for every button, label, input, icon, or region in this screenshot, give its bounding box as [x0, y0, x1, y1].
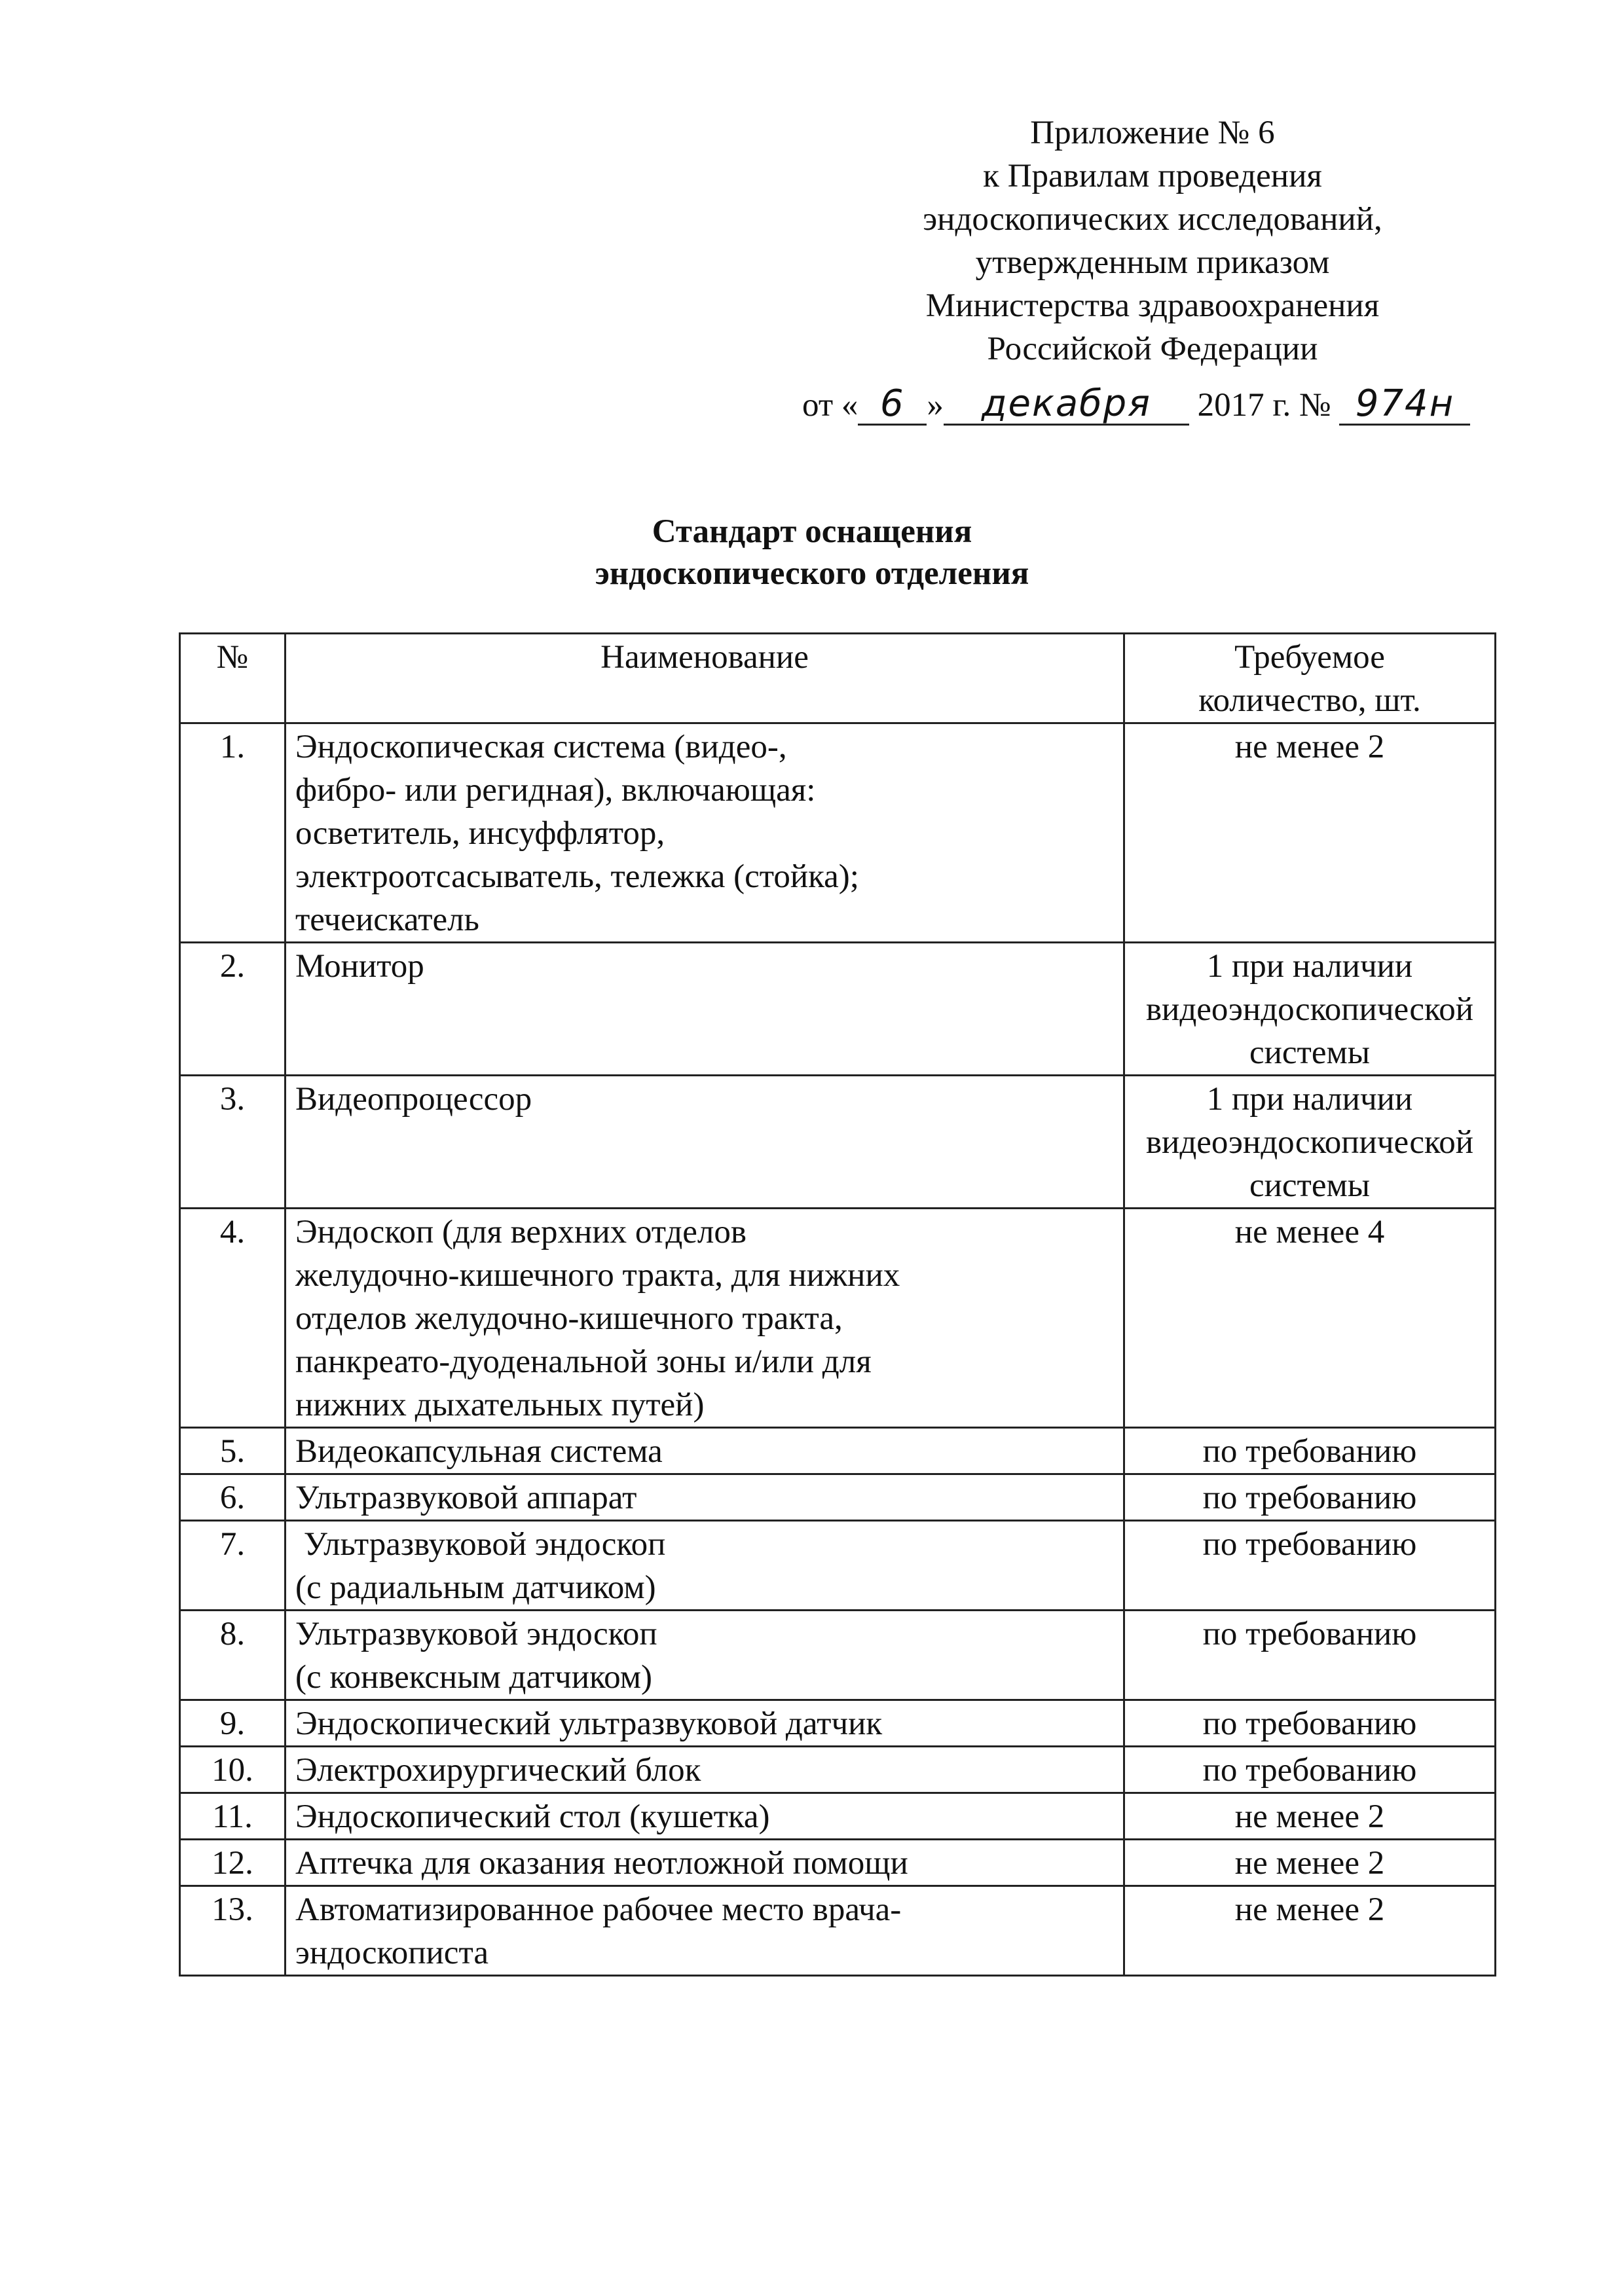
row-number: 2. [180, 943, 286, 1076]
table-row [180, 1428, 1496, 1474]
header-qty-line-1: Требуемое [1234, 639, 1385, 676]
date-mid: » [927, 387, 944, 424]
table-body [180, 723, 1496, 1976]
item-quantity [1124, 1700, 1496, 1747]
item-name-line: Ультразвуковой аппарат [295, 1480, 637, 1516]
document-title [0, 511, 1624, 594]
item-name-line: Монитор [295, 948, 424, 985]
item-quantity-line: по требованию [1202, 1752, 1417, 1789]
item-quantity [1124, 1076, 1496, 1209]
row-number: 11. [180, 1793, 286, 1840]
item-name-line: Автоматизированное рабочее место врача- [295, 1891, 902, 1928]
item-quantity-line: по требованию [1202, 1705, 1417, 1742]
item-name [286, 1747, 1124, 1793]
item-quantity [1124, 1747, 1496, 1793]
item-name-line: Видеокапсульная система [295, 1433, 663, 1470]
item-name-line: Ультразвуковой эндоскоп [295, 1616, 657, 1652]
table-row [180, 1886, 1496, 1976]
table-row [180, 1840, 1496, 1886]
item-quantity-line: не менее 2 [1234, 1798, 1385, 1835]
header-line: эндоскопических исследований, [923, 201, 1382, 238]
item-name-line: (с радиальным датчиком) [295, 1569, 656, 1606]
row-number: 4. [180, 1209, 286, 1428]
handwritten-order-number: 974н [1355, 382, 1455, 425]
month-field [944, 382, 1189, 426]
item-quantity-line: по требованию [1202, 1526, 1417, 1563]
table-row [180, 1521, 1496, 1611]
item-quantity-line: не менее 2 [1234, 729, 1385, 765]
row-number: 7. [180, 1521, 286, 1611]
item-quantity [1124, 1428, 1496, 1474]
item-name [286, 1209, 1124, 1428]
item-quantity-line: по требованию [1202, 1480, 1417, 1516]
header-line: Российской Федерации [987, 331, 1318, 367]
table-row [180, 1209, 1496, 1428]
item-quantity-line: 1 при наличии [1206, 1081, 1413, 1118]
title-line-1: Стандарт оснащения [652, 513, 972, 550]
table-row [180, 1700, 1496, 1747]
title-line-2: эндоскопического отделения [595, 555, 1029, 592]
row-number: 8. [180, 1611, 286, 1700]
item-quantity-line: не менее 2 [1234, 1845, 1385, 1882]
item-name [286, 943, 1124, 1076]
item-name [286, 1076, 1124, 1209]
item-name [286, 1611, 1124, 1700]
header-qty [1124, 634, 1496, 723]
year-text: 2017 г. № [1197, 387, 1331, 424]
header-name: Наименование [286, 634, 1124, 723]
handwritten-month: декабря [981, 382, 1151, 425]
order-date-line [714, 371, 1591, 429]
item-name-line: Эндоскопическая система (видео-, [295, 729, 787, 765]
item-name [286, 1474, 1124, 1521]
item-quantity [1124, 1474, 1496, 1521]
table-row [180, 1611, 1496, 1700]
item-quantity-line: не менее 4 [1234, 1214, 1385, 1250]
item-quantity-line: по требованию [1202, 1616, 1417, 1652]
item-name-line: фибро- или регидная), включающая: [295, 772, 816, 809]
row-number: 12. [180, 1840, 286, 1886]
item-name-line: Электрохирургический блок [295, 1752, 701, 1789]
item-name [286, 1700, 1124, 1747]
item-name-line: желудочно-кишечного тракта, для нижних [295, 1257, 900, 1294]
item-name-line: Эндоскопический стол (кушетка) [295, 1798, 770, 1835]
appendix-header [714, 111, 1591, 429]
item-quantity-line: не менее 2 [1234, 1891, 1385, 1928]
item-quantity [1124, 1611, 1496, 1700]
item-name [286, 1793, 1124, 1840]
item-name [286, 723, 1124, 943]
item-quantity-line: системы [1249, 1167, 1371, 1204]
item-name-line: панкреато-дуоденальной зоны и/или для [295, 1343, 872, 1380]
table-row [180, 943, 1496, 1076]
table-row [180, 1747, 1496, 1793]
item-name [286, 1840, 1124, 1886]
row-number: 3. [180, 1076, 286, 1209]
item-name-line: Видеопроцессор [295, 1081, 532, 1118]
item-name-line: Эндоскопический ультразвуковой датчик [295, 1705, 883, 1742]
header-line: к Правилам проведения [983, 158, 1322, 194]
item-name-line: (с конвексным датчиком) [295, 1659, 652, 1696]
item-name-line: эндоскописта [295, 1935, 489, 1971]
item-quantity [1124, 1840, 1496, 1886]
item-quantity [1124, 1886, 1496, 1976]
date-prefix: от « [802, 387, 858, 424]
item-quantity [1124, 723, 1496, 943]
item-quantity [1124, 1521, 1496, 1611]
table-row [180, 723, 1496, 943]
day-field [858, 382, 927, 426]
table-row [180, 1474, 1496, 1521]
table-header-row [180, 634, 1496, 723]
header-line: Приложение № 6 [1030, 115, 1275, 151]
row-number: 13. [180, 1886, 286, 1976]
item-name-line: Аптечка для оказания неотложной помощи [295, 1845, 908, 1882]
item-name-line: нижних дыхательных путей) [295, 1387, 705, 1423]
header-line: Министерства здравоохранения [925, 287, 1380, 324]
item-name-line: электроотсасыватель, тележка (стойка); [295, 858, 859, 895]
row-number: 10. [180, 1747, 286, 1793]
header-qty-line-2: количество, шт. [1198, 682, 1421, 719]
row-number: 5. [180, 1428, 286, 1474]
item-quantity-line: 1 при наличии [1206, 948, 1413, 985]
header-num: № [180, 634, 286, 723]
item-name-line: отделов желудочно-кишечного тракта, [295, 1300, 843, 1337]
item-name [286, 1886, 1124, 1976]
item-name [286, 1521, 1124, 1611]
row-number: 1. [180, 723, 286, 943]
item-quantity [1124, 943, 1496, 1076]
handwritten-day: 6 [880, 382, 905, 425]
item-name-line: осветитель, инсуффлятор, [295, 815, 665, 852]
item-quantity-line: по требованию [1202, 1433, 1417, 1470]
item-name-line: Ультразвуковой эндоскоп [295, 1526, 666, 1563]
item-quantity [1124, 1793, 1496, 1840]
item-quantity-line: системы [1249, 1034, 1371, 1071]
table-row [180, 1076, 1496, 1209]
order-number-field [1339, 382, 1470, 426]
row-number: 9. [180, 1700, 286, 1747]
table-row [180, 1793, 1496, 1840]
row-number: 6. [180, 1474, 286, 1521]
header-line: утвержденным приказом [975, 244, 1330, 281]
item-quantity [1124, 1209, 1496, 1428]
equipment-table [179, 632, 1496, 1977]
item-name-line: течеискатель [295, 902, 479, 938]
item-name [286, 1428, 1124, 1474]
item-name-line: Эндоскоп (для верхних отделов [295, 1214, 747, 1250]
item-quantity-line: видеоэндоскопической [1145, 1124, 1474, 1161]
item-quantity-line: видеоэндоскопической [1145, 991, 1474, 1028]
